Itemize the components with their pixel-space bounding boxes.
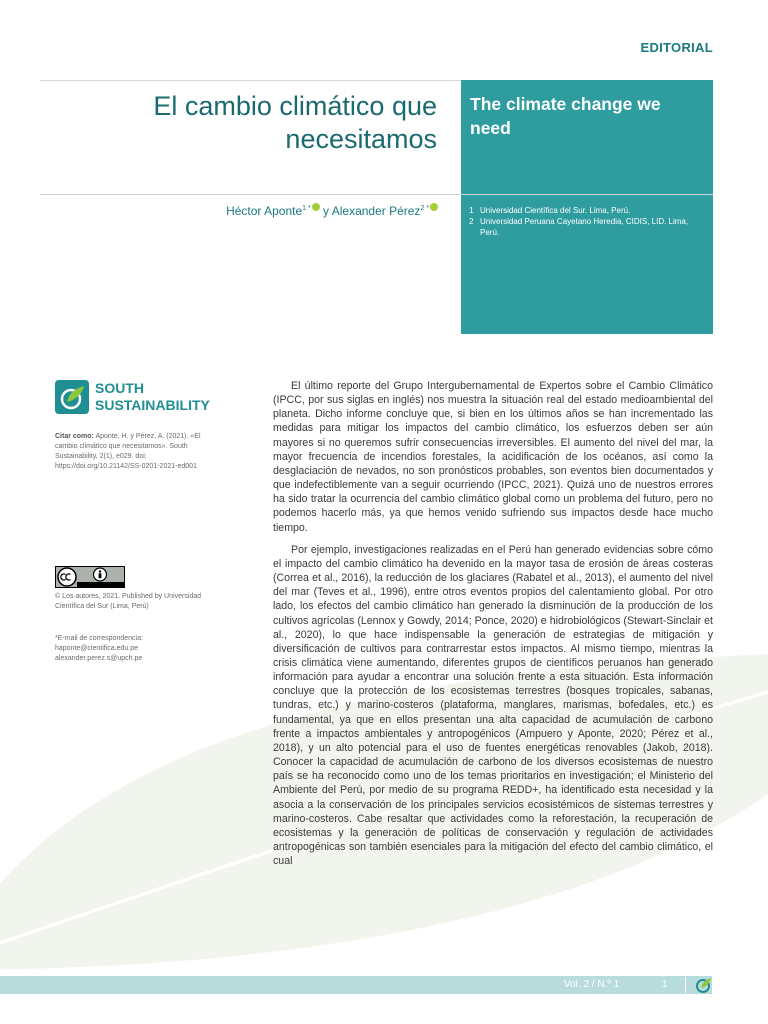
body-paragraph: El último reporte del Grupo Intergubernamental de Expertos sobre el Cambio Climático (IPCC, por sus siglas en inglés) nos muestra la situación real del estado medioambiental del planeta. Dicho informe concluye que, si bien en los últimos años se han incrementado las medidas para mitigar los impactos del cambio climático, los esfuerzos deben ser aún mayores si no queremos sufrir consecuencias irreversibles. El aumento del nivel del mar, la mayor frecuencia de incendios forestales, la acidificación de los océanos, así como la desglaciación de nevados, no son pronósticos probables, son eventos bien documentados y que indefectiblemente van a seguir ocurriendo (IPCC, 2021). Quizá uno de nuestros errores ha sido tratar la ocurrencia del cambio climático global como un problema del futuro, pero no podemos hacerlo más, ya que hemos venido sufriendo sus impactos desde hace mucho tiempo. xyxy=(273,380,713,534)
author-joiner: y xyxy=(323,204,330,218)
correspondence-email[interactable]: alexander.perez.s@upch.pe xyxy=(55,655,143,662)
affiliations xyxy=(469,205,709,238)
south-sustainability-logo-icon xyxy=(693,976,713,994)
creative-commons-by-icon[interactable] xyxy=(55,566,125,588)
footer-separator xyxy=(685,977,686,993)
affiliation-number: 2 xyxy=(469,217,474,226)
correspondence-label: *E-mail de correspondencia: xyxy=(55,635,143,642)
title-spanish: El cambio climático que necesitamos xyxy=(153,91,437,154)
author-affiliation-mark: 2 * xyxy=(420,205,429,212)
journal-name xyxy=(95,380,210,414)
orcid-icon[interactable] xyxy=(430,203,438,211)
title-english: The climate change we need xyxy=(470,94,661,138)
affiliation-text: Universidad Peruana Cayetano Heredia, CIDIS, LID. Lima, Perú. xyxy=(480,217,689,237)
south-sustainability-logo-icon xyxy=(55,380,89,414)
section-label: EDITORIAL xyxy=(640,40,713,55)
footer-page-number: 1 xyxy=(662,979,668,990)
correspondence-email[interactable]: haponte@cientifica.edu.pe xyxy=(55,645,138,652)
journal-name-line: SUSTAINABILITY xyxy=(95,397,210,413)
citation-block xyxy=(55,432,215,472)
affiliation-item xyxy=(469,205,709,216)
article-body xyxy=(273,379,713,876)
footer-volume: Vol. 2 / N.º 1 xyxy=(564,979,620,990)
license-text: © Los autores, 2021. Published by Universidad Científica del Sur (Lima, Perú) xyxy=(55,593,202,610)
orcid-icon[interactable] xyxy=(312,203,320,211)
affiliation-item xyxy=(469,216,709,238)
citation-label: Citar como: xyxy=(55,433,94,440)
affiliation-text: Universidad Científica del Sur. Lima, Perú. xyxy=(480,206,631,215)
correspondence-block xyxy=(55,634,215,664)
journal-name-line: SOUTH xyxy=(95,380,144,396)
affiliation-number: 1 xyxy=(469,206,474,215)
header-divider xyxy=(40,194,713,195)
author-name: Héctor Aponte xyxy=(226,204,303,218)
author-affiliation-mark: 1 * xyxy=(302,205,311,212)
body-paragraph: Por ejemplo, investigaciones realizadas en el Perú han generado evidencias sobre cómo el impacto del cambio climático ha devenido en la mayor tasa de erosión de áreas costeras (Correa et al., 2016), la reducción de los glaciares (Rabatel et al., 2013), el aumento del nivel del mar (Teves et al., 1996), entre otros eventos propios del calentamiento global. Por otro lado, los efectos del cambio climático han generado la disminución de la producción de los cultivos agrícolas (Lennox y Gowdy, 2014; Ponce, 2020) e hidrobiológicos (Stewart-Sinclair et al., 2020), lo que hace indispensable la generación de estrategias de mitigación y diversificación de cultivos para contrarrestar estos impactos. Al mismo tiempo, mientras la crisis climática viene aumentando, diferentes grupos de científicos peruanos han generado información para ayudar a encontrar una solución frente a esta situación. Esta información concluye que la protección de los ecosistemas terrestres (bosques tropicales, sabanas, tundras, etc.) y marino-costeros (plataforma, manglares, marismas, bofedales, etc.) es fundamental, ya que en ellos presentan una alta capacidad de acumulación de carbono frente a impactos ambientales y antropogénicos (Ampuero y Aponte, 2020; Pérez et al., 2018), y un alto potencial para el uso de fuentes energéticas renovables (Jakob, 2018). Conocer la capacidad de acumulación de carbono de los diversos ecosistemas de nuestro país se ha reconocido como uno de los temas prioritarios en investigación; el Ministerio del Ambiente del Perú, por medio de su programa REDD+, ha identificado esta necesidad y la asocia a la conservación de los principales servicios ecosistémicos de sistemas terrestres y marino-costeros. Cabe resaltar que actividades como la reforestación, la recuperación de ecosistemas y la generación de políticas de conservación y regulación de actividades antropogénicas son también esenciales para la mitigación del efecto del cambio climático, el cual xyxy=(273,543,713,868)
citation-text: Aponte, H. y Pérez, A. (2021). «El cambio climático que necesitamos». South Sustainability, 2(1), e029. doi: https://doi.org/10.21142/SS-0201-2021-ed001 xyxy=(55,433,201,470)
author-name: Alexander Pérez xyxy=(331,204,421,218)
author-line xyxy=(40,203,438,218)
